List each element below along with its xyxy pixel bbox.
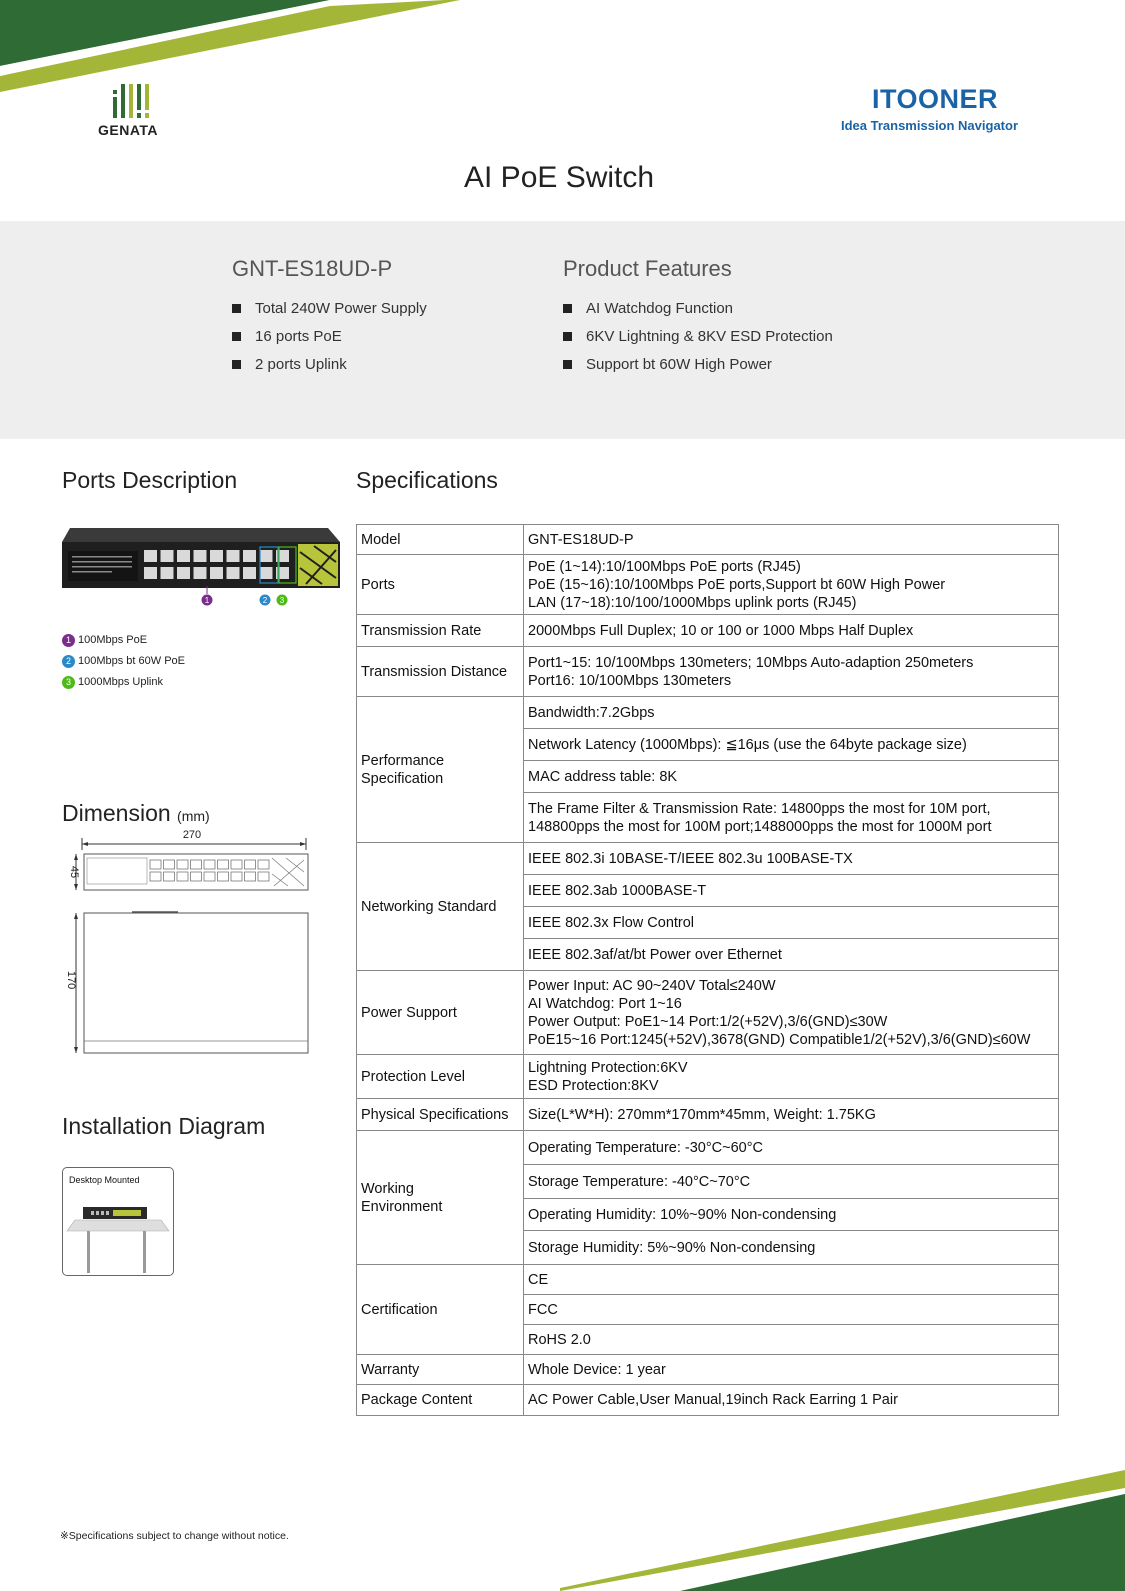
spec-value: Bandwidth:7.2Gbps — [524, 697, 1059, 729]
table-row — [357, 647, 1059, 697]
rj45-port-icon — [161, 567, 174, 579]
legend-item: 1 100Mbps PoE — [62, 630, 185, 651]
table-row — [357, 971, 1059, 1055]
genata-logo — [98, 84, 168, 139]
rj45-port-icon — [210, 567, 223, 579]
spec-value: Operating Humidity: 10%~90% Non-condensing — [524, 1199, 1059, 1231]
svg-text:2: 2 — [262, 596, 268, 605]
spec-key: Ports — [357, 555, 524, 615]
spec-value: Storage Humidity: 5%~90% Non-condensing — [524, 1231, 1059, 1265]
spec-value: Lightning Protection:6KV ESD Protection:8KV — [524, 1055, 1059, 1099]
spec-value: Whole Device: 1 year — [524, 1355, 1059, 1385]
legend-item: 3 1000Mbps Uplink — [62, 672, 185, 693]
spec-value: CE — [524, 1265, 1059, 1295]
spec-value: IEEE 802.3i 10BASE-T/IEEE 802.3u 100BASE-TX — [524, 843, 1059, 875]
spec-key: Transmission Distance — [357, 647, 524, 697]
table-row — [357, 555, 1059, 615]
table-row — [357, 525, 1059, 555]
rj45-port-icon — [144, 567, 157, 579]
spec-value: Size(L*W*H): 270mm*170mm*45mm, Weight: 1.75KG — [524, 1099, 1059, 1131]
spec-value: Network Latency (1000Mbps): ≦16μs (use the 64byte package size) — [524, 729, 1059, 761]
dimension-heading: Dimension (mm) — [62, 800, 210, 826]
legend-badge-3: 3 — [62, 676, 75, 689]
footnote: ※Specifications subject to change without notice. — [60, 1530, 289, 1542]
table-row — [357, 615, 1059, 647]
table-row — [357, 1385, 1059, 1416]
genata-logo-text: GENATA — [98, 122, 159, 138]
bottom-corner-stripes — [560, 1470, 1125, 1591]
rj45-port-icon — [243, 550, 256, 562]
rj45-port-icon — [260, 550, 273, 562]
rj45-port-icon — [194, 550, 207, 562]
spec-value: GNT-ES18UD-P — [524, 525, 1059, 555]
installation-card — [62, 1167, 174, 1276]
switch-front-image — [62, 528, 342, 614]
specifications-heading: Specifications — [356, 467, 498, 493]
list-item: 2 ports Uplink — [232, 351, 427, 379]
list-item: Total 240W Power Supply — [232, 295, 427, 323]
rj45-port-icon — [260, 567, 273, 579]
spec-key: Model — [357, 525, 524, 555]
dimension-depth-label: 170 — [65, 970, 77, 990]
list-item: 6KV Lightning & 8KV ESD Protection — [563, 323, 833, 351]
spec-value: PoE (1~14):10/100Mbps PoE ports (RJ45) PoE (15~16):10/100Mbps PoE ports,Support bt 60W High Power LAN (17~18):10/100/1000Mbps uplink ports (RJ45) — [524, 555, 1059, 615]
installation-mount-label: Desktop Mounted — [69, 1175, 140, 1185]
list-item: Support bt 60W High Power — [563, 351, 833, 379]
spec-key: Networking Standard — [357, 843, 524, 971]
specifications-table — [356, 524, 1059, 1416]
features-heading: Product Features — [563, 256, 732, 281]
spec-key: Transmission Rate — [357, 615, 524, 647]
dimension-unit: (mm) — [177, 808, 210, 824]
desktop-mount-illustration — [63, 1193, 173, 1273]
dimension-width-label: 270 — [182, 830, 202, 841]
spec-key: Power Support — [357, 971, 524, 1055]
legend-item: 2 100Mbps bt 60W PoE — [62, 651, 185, 672]
top-corner-stripes — [0, 0, 460, 96]
table-row — [357, 1055, 1059, 1099]
spec-key: Performance Specification — [357, 697, 524, 843]
table-row — [357, 1355, 1059, 1385]
table-row — [357, 697, 1059, 729]
spec-key: Package Content — [357, 1385, 524, 1416]
features-list — [563, 295, 833, 379]
spec-key: Protection Level — [357, 1055, 524, 1099]
rj45-port-icon — [210, 550, 223, 562]
spec-value: IEEE 802.3af/at/bt Power over Ethernet — [524, 939, 1059, 971]
svg-text:1: 1 — [204, 596, 210, 605]
table-row — [357, 1131, 1059, 1165]
ports-description-heading: Ports Description — [62, 467, 238, 493]
spec-key: Warranty — [357, 1355, 524, 1385]
spec-value: FCC — [524, 1295, 1059, 1325]
rj45-port-icon — [177, 567, 190, 579]
genata-logo-mark — [112, 84, 152, 118]
bullet-icon — [232, 304, 241, 313]
spec-key: Working Environment — [357, 1131, 524, 1265]
spec-value: Power Input: AC 90~240V Total≤240W AI Watchdog: Port 1~16 Power Output: PoE1~14 Port:1/2(+52V),3/6(GND)≤30W PoE15~16 Port:1245(+52V),3678(GND) Compatible1/2(+52V),3/6(GND)≤60W — [524, 971, 1059, 1055]
list-item: AI Watchdog Function — [563, 295, 833, 323]
spec-value: IEEE 802.3ab 1000BASE-T — [524, 875, 1059, 907]
legend-badge-1: 1 — [62, 634, 75, 647]
list-item: 16 ports PoE — [232, 323, 427, 351]
page-title: AI PoE Switch — [464, 161, 655, 194]
rj45-port-icon — [227, 550, 240, 562]
rj45-port-icon — [177, 550, 190, 562]
rj45-port-icon — [227, 567, 240, 579]
spec-value: RoHS 2.0 — [524, 1325, 1059, 1355]
table-row — [357, 1265, 1059, 1295]
spec-value: 2000Mbps Full Duplex; 10 or 100 or 1000 Mbps Half Duplex — [524, 615, 1059, 647]
spec-value: IEEE 802.3x Flow Control — [524, 907, 1059, 939]
model-heading: GNT-ES18UD-P — [232, 256, 393, 281]
table-row — [357, 1099, 1059, 1131]
dimension-drawing — [60, 830, 316, 1070]
installation-heading: Installation Diagram — [62, 1113, 266, 1139]
spec-value: Operating Temperature: -30°C~60°C — [524, 1131, 1059, 1165]
spec-key: Physical Specifications — [357, 1099, 524, 1131]
itooner-tagline: Idea Transmission Navigator — [841, 118, 1019, 133]
bullet-icon — [232, 332, 241, 341]
rj45-port-icon — [194, 567, 207, 579]
table-row — [357, 843, 1059, 875]
rj45-port-icon — [144, 550, 157, 562]
spec-value: Storage Temperature: -40°C~70°C — [524, 1165, 1059, 1199]
bullet-icon — [232, 360, 241, 369]
model-points — [232, 295, 427, 379]
spec-value: AC Power Cable,User Manual,19inch Rack Earring 1 Pair — [524, 1385, 1059, 1416]
rj45-port-icon — [243, 567, 256, 579]
ports-legend — [62, 630, 185, 693]
legend-badge-2: 2 — [62, 655, 75, 668]
spec-value: The Frame Filter & Transmission Rate: 14800pps the most for 10M port, 148800pps the most for 100M port;1488000pps the most for 1000M port — [524, 793, 1059, 843]
itooner-logo: ITOONER — [872, 84, 999, 114]
dimension-height-label: 45 — [68, 865, 80, 879]
bullet-icon — [563, 360, 572, 369]
bullet-icon — [563, 304, 572, 313]
bullet-icon — [563, 332, 572, 341]
spec-key: Certification — [357, 1265, 524, 1355]
svg-text:3: 3 — [279, 596, 285, 605]
spec-value: MAC address table: 8K — [524, 761, 1059, 793]
rj45-port-icon — [161, 550, 174, 562]
spec-value: Port1~15: 10/100Mbps 130meters; 10Mbps Auto-adaption 250meters Port16: 10/100Mbps 130meters — [524, 647, 1059, 697]
